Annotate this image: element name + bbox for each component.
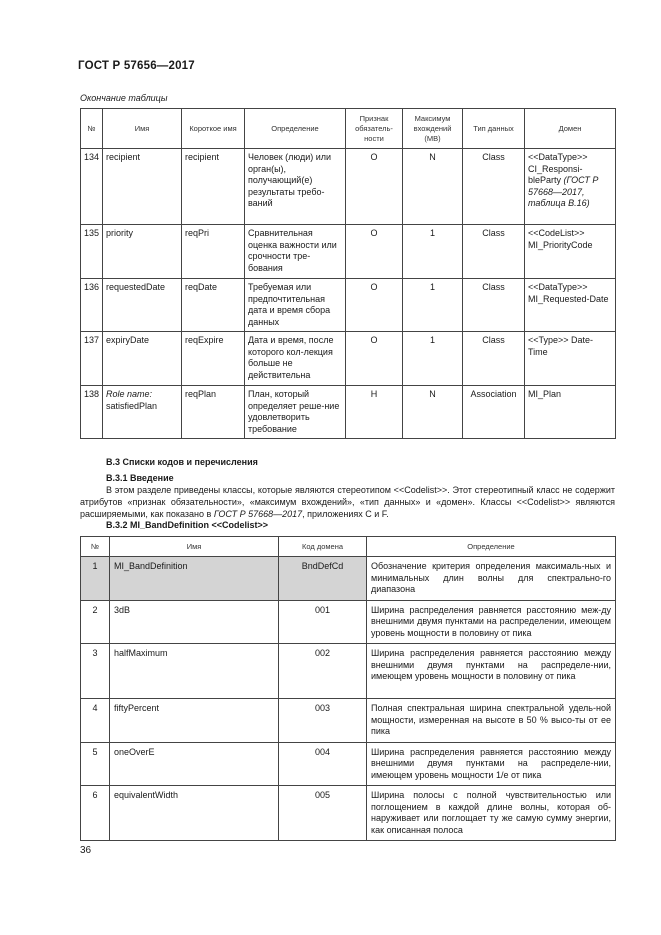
row-short-name: reqPri: [182, 225, 245, 279]
col-header-name: Имя: [103, 109, 182, 149]
table-row: [81, 557, 616, 601]
row-short-name: reqDate: [182, 279, 245, 332]
row-definition: План, который определяет реше-ние удовлетворить требование: [245, 386, 346, 439]
codelist-table: [80, 536, 616, 841]
row-definition: Ширина полосы с полной чувствительностью или поглощением в каждой длине волны, которая об-наруживает или поглощает ту же самую сумму энергии, как описанная полоса: [367, 786, 616, 841]
row-domain-code: 004: [279, 742, 367, 786]
row-name: expiryDate: [103, 332, 182, 386]
table-row: [81, 332, 616, 386]
row-number: 2: [81, 600, 110, 644]
table-row: [81, 742, 616, 786]
col-header-number: №: [81, 109, 103, 149]
paragraph-text-end: , приложениях С и F.: [302, 509, 389, 519]
row-domain-code: 002: [279, 644, 367, 699]
table-continuation-label: Окончание таблицы: [80, 93, 168, 103]
intro-paragraph: [80, 484, 615, 520]
row-data-type: Class: [463, 225, 525, 279]
row-domain-code: 003: [279, 699, 367, 743]
row-short-name: reqExpire: [182, 332, 245, 386]
section-title-b3: В.3 Списки кодов и перечисления: [106, 457, 258, 467]
col-header-definition: Определение: [245, 109, 346, 149]
row-definition: Ширина распределения равняется расстоянию между внешними двумя пунктами на распределе-нии, имеющем уровень мощности в половину от пика: [367, 644, 616, 699]
row-name: 3dB: [110, 600, 279, 644]
row-number: 134: [81, 149, 103, 225]
row-name: MI_BandDefinition: [110, 557, 279, 601]
table-row: [81, 149, 616, 225]
row-definition: Обозначение критерия определения максималь-ных и минимальных длин волны для спектрально-го диапазона: [367, 557, 616, 601]
row-short-name: recipient: [182, 149, 245, 225]
table-row: [81, 386, 616, 439]
row-data-type: Class: [463, 149, 525, 225]
row-data-type: Association: [463, 386, 525, 439]
row-obligation: H: [346, 386, 403, 439]
row-max-occurrence: 1: [403, 332, 463, 386]
row-name: fiftyPercent: [110, 699, 279, 743]
paragraph-standard-reference: ГОСТ Р 57668—2017: [213, 509, 303, 519]
role-name-prefix: Role name:: [106, 389, 153, 399]
table-row: [81, 279, 616, 332]
domain-reference: (ГОСТ Р 57668—2017, таблица B.16): [528, 175, 599, 208]
row-number: 4: [81, 699, 110, 743]
row-name: requestedDate: [103, 279, 182, 332]
row-domain: MI_Plan: [525, 386, 616, 439]
row-data-type: Class: [463, 332, 525, 386]
section-title-b32: В.3.2 MI_BandDefinition <<Codelist>>: [106, 520, 269, 530]
table-header-row: [81, 537, 616, 557]
table-header-row: [81, 109, 616, 149]
table-row: [81, 699, 616, 743]
row-max-occurrence: 1: [403, 225, 463, 279]
row-name: equivalentWidth: [110, 786, 279, 841]
row-name: oneOverE: [110, 742, 279, 786]
row-obligation: O: [346, 332, 403, 386]
row-definition: Дата и время, после которого кол-лекция больше не действительна: [245, 332, 346, 386]
row-definition: Ширина распределения равняется расстоянию между внешними двумя пунктами на распределе-нии, имеющем уровень мощности 1/е от пика: [367, 742, 616, 786]
row-domain-code: 005: [279, 786, 367, 841]
row-domain: [525, 149, 616, 225]
row-short-name: reqPlan: [182, 386, 245, 439]
table-row: [81, 600, 616, 644]
row-number: 135: [81, 225, 103, 279]
col-header-max-occurrence: Максимум вхождений (MB): [403, 109, 463, 149]
row-number: 6: [81, 786, 110, 841]
attributes-table: [80, 108, 616, 439]
row-definition: Сравнительная оценка важности или срочности тре-бования: [245, 225, 346, 279]
col-header-name: Имя: [110, 537, 279, 557]
col-header-obligation: Признак обязатель-ности: [346, 109, 403, 149]
row-number: 138: [81, 386, 103, 439]
row-obligation: O: [346, 149, 403, 225]
paragraph-text: В этом разделе приведены классы, которые являются стереотипом <<Codelist>>. Этот стереотипный класс не содержит атрибутов «признак обязательности», «максимум вхождений», «тип данных» и «домен». Классы <<Codelist>> являются расширяемыми, как показано в: [80, 485, 615, 519]
row-max-occurrence: N: [403, 386, 463, 439]
row-domain-code: BndDefCd: [279, 557, 367, 601]
row-name: priority: [103, 225, 182, 279]
col-header-short-name: Короткое имя: [182, 109, 245, 149]
row-name: halfMaximum: [110, 644, 279, 699]
row-obligation: O: [346, 225, 403, 279]
document-header: ГОСТ Р 57656—2017: [78, 60, 195, 72]
row-definition: Человек (люди) или орган(ы), получающий(е) результаты требо-ваний: [245, 149, 346, 225]
row-domain: <<Type>> Date-Time: [525, 332, 616, 386]
table-row: [81, 225, 616, 279]
row-max-occurrence: 1: [403, 279, 463, 332]
col-header-number: №: [81, 537, 110, 557]
table-row: [81, 644, 616, 699]
table-row: [81, 786, 616, 841]
row-number: 3: [81, 644, 110, 699]
row-name: recipient: [103, 149, 182, 225]
col-header-definition: Определение: [367, 537, 616, 557]
row-name: [103, 386, 182, 439]
col-header-domain: Домен: [525, 109, 616, 149]
row-obligation: O: [346, 279, 403, 332]
row-domain: <<CodeList>> MI_PriorityCode: [525, 225, 616, 279]
row-number: 136: [81, 279, 103, 332]
row-domain-code: 001: [279, 600, 367, 644]
row-definition: Требуемая или предпочтительная дата и время сбора данных: [245, 279, 346, 332]
row-data-type: Class: [463, 279, 525, 332]
role-name-value: satisfiedPlan: [106, 400, 158, 411]
row-number: 1: [81, 557, 110, 601]
row-number: 137: [81, 332, 103, 386]
col-header-data-type: Тип данных: [463, 109, 525, 149]
section-title-b31: В.3.1 Введение: [106, 473, 174, 483]
row-number: 5: [81, 742, 110, 786]
row-definition: Полная спектральная ширина спектральной удель-ной мощности, измеренная на высоте в 50 % высо-ты от ее пика: [367, 699, 616, 743]
row-max-occurrence: N: [403, 149, 463, 225]
col-header-domain-code: Код домена: [279, 537, 367, 557]
page-number: 36: [80, 845, 92, 856]
row-domain: <<DataType>> MI_Requested-Date: [525, 279, 616, 332]
row-definition: Ширина распределения равняется расстоянию меж-ду внешними двумя пунктами на распределении, имеющем уровень мощности в половину от пика: [367, 600, 616, 644]
domain-text: <<DataType>> CI_Responsi-bleParty: [528, 152, 588, 185]
